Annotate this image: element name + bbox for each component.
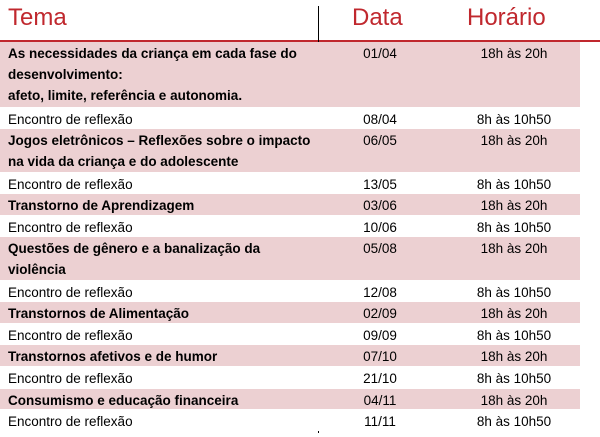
- cell-data: 05/08: [363, 241, 397, 257]
- cell-horario: 8h às 10h50: [476, 284, 552, 300]
- table-row: [0, 366, 580, 388]
- table-row: [0, 388, 580, 410]
- cell-data: 12/08: [363, 284, 397, 300]
- cell-tema: [8, 368, 313, 389]
- tema-line: violência: [8, 262, 66, 278]
- table-row: [0, 215, 580, 237]
- cell-data: 13/05: [363, 176, 397, 192]
- tema-line: Questões de gênero e a banalização da: [8, 241, 261, 257]
- cell-data: 09/09: [363, 327, 397, 343]
- cell-horario: 18h às 20h: [480, 46, 548, 61]
- cell-tema: [8, 346, 313, 367]
- table-row: [0, 280, 580, 302]
- cell-horario: 18h às 20h: [480, 349, 548, 365]
- cell-tema: [8, 325, 313, 346]
- cell-tema: [8, 43, 313, 106]
- cell-data: 10/06: [363, 219, 397, 235]
- tema-line: na vida da criança e do adolescente: [8, 154, 239, 170]
- cell-horario: 18h às 20h: [480, 392, 548, 408]
- cell-tema: [8, 411, 313, 432]
- cell-horario: 8h às 10h50: [476, 111, 552, 127]
- tema-line: Jogos eletrônicos – Reflexões sobre o impacto: [8, 133, 311, 149]
- table-row: [0, 193, 580, 215]
- cell-horario: 18h às 20h: [480, 241, 548, 257]
- tema-line: Encontro de reflexão: [8, 111, 133, 127]
- cell-data: 01/04: [363, 46, 397, 61]
- table-row: [0, 107, 580, 129]
- tema-line: Encontro de reflexão: [8, 219, 133, 235]
- cell-data: 02/09: [363, 306, 397, 322]
- cell-data: 07/10: [363, 349, 397, 365]
- cell-tema: [8, 390, 313, 411]
- table-row: [0, 409, 580, 431]
- cell-tema: [8, 109, 313, 130]
- cell-horario: 8h às 10h50: [476, 176, 552, 192]
- table-row: [0, 42, 580, 107]
- cell-horario: 18h às 20h: [480, 306, 548, 322]
- table-row: [0, 128, 580, 171]
- table-row: [0, 301, 580, 323]
- cell-tema: [8, 303, 313, 324]
- tema-line: Transtorno de Aprendizagem: [8, 198, 195, 214]
- cell-horario: 8h às 10h50: [476, 219, 552, 235]
- tema-line: afeto, limite, referência e autonomia.: [8, 88, 243, 103]
- cell-tema: [8, 217, 313, 238]
- cell-tema: [8, 282, 313, 303]
- cell-data: 03/06: [363, 198, 397, 214]
- tema-line: Encontro de reflexão: [8, 327, 133, 343]
- cell-data: 04/11: [363, 392, 397, 408]
- table-header: [0, 0, 600, 42]
- cell-data: 21/10: [363, 370, 397, 386]
- cell-tema: [8, 238, 313, 280]
- cell-tema: [8, 195, 313, 216]
- cell-data: 11/11: [364, 414, 396, 430]
- cell-data: 06/05: [363, 133, 397, 149]
- tema-line: Encontro de reflexão: [8, 284, 133, 300]
- cell-horario: 18h às 20h: [480, 198, 548, 214]
- table-row: [0, 172, 580, 194]
- tema-line: Transtornos de Alimentação: [8, 306, 190, 322]
- tema-line: Transtornos afetivos e de humor: [8, 349, 218, 365]
- cell-data: 08/04: [363, 111, 397, 127]
- cell-horario: 8h às 10h50: [476, 370, 552, 386]
- cell-horario: 18h às 20h: [480, 133, 548, 149]
- table-row: [0, 236, 580, 279]
- header-horario: Horário: [467, 4, 546, 31]
- table-row: [0, 323, 580, 345]
- cell-horario: 8h às 10h50: [476, 327, 552, 343]
- header-tema: Tema: [8, 4, 67, 31]
- tema-line: Encontro de reflexão: [8, 370, 133, 386]
- table-row: [0, 344, 580, 366]
- cell-tema: [8, 174, 313, 195]
- tema-line: As necessidades da criança em cada fase do: [8, 46, 297, 61]
- cell-tema: [8, 130, 313, 172]
- tema-line: Encontro de reflexão: [8, 176, 133, 192]
- header-data: Data: [352, 4, 403, 31]
- table-body: [0, 42, 580, 431]
- tema-line: Consumismo e educação financeira: [8, 392, 239, 408]
- tema-line: Encontro de reflexão: [8, 414, 133, 430]
- tema-line: desenvolvimento:: [8, 67, 123, 82]
- cell-horario: 8h às 10h50: [476, 414, 552, 430]
